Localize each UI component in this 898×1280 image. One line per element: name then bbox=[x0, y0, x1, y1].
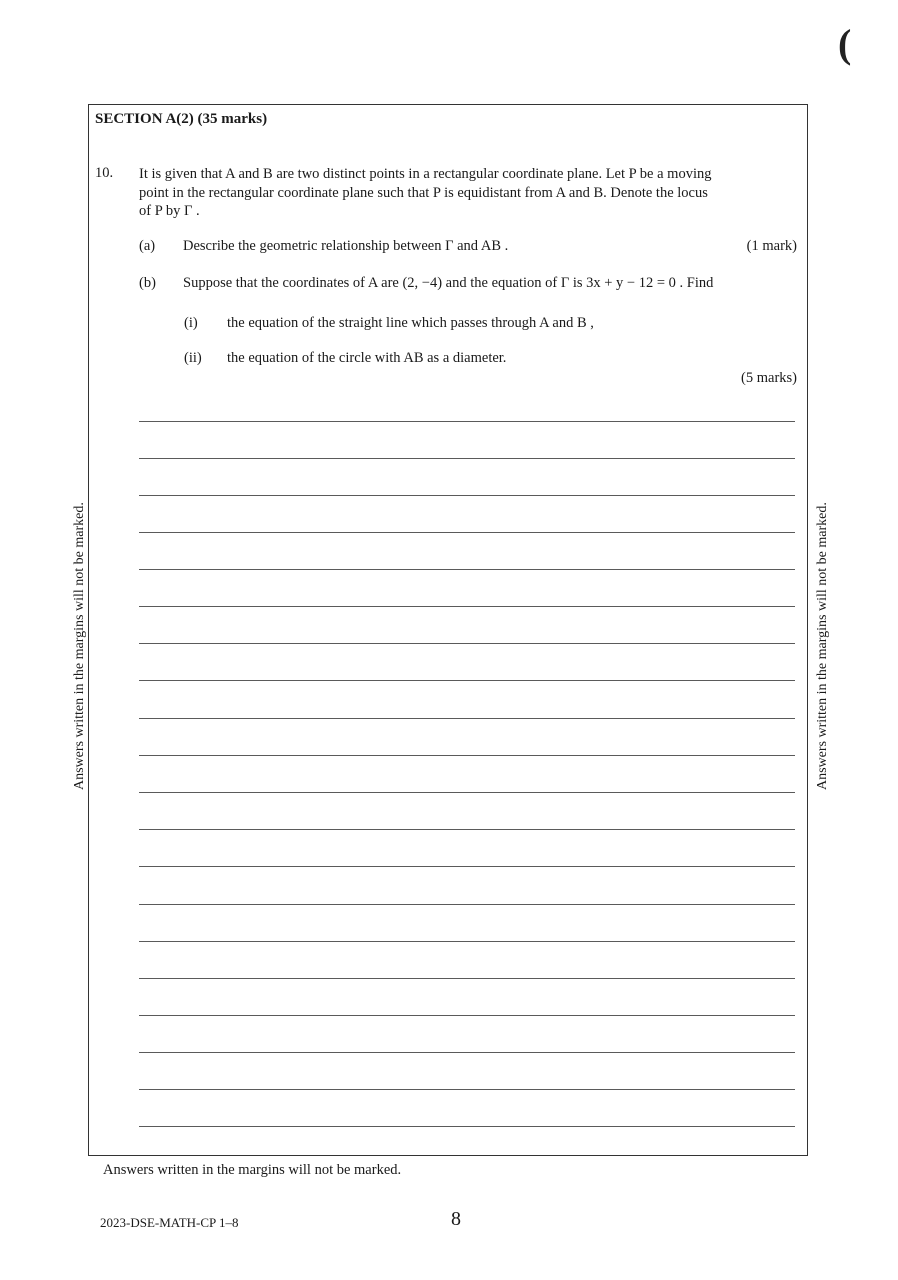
stem-line: of P by Γ . bbox=[139, 203, 200, 219]
page-number: 8 bbox=[451, 1208, 461, 1230]
answer-line bbox=[139, 755, 795, 756]
stem-line: It is given that A and B are two distinct points in a rectangular coordinate plane. Let P be a moving bbox=[139, 166, 712, 182]
answer-line bbox=[139, 829, 795, 830]
answer-line bbox=[139, 421, 795, 422]
left-margin-note: Answers written in the margins will not be marked. bbox=[72, 502, 87, 790]
right-margin-note: Answers written in the margins will not be marked. bbox=[815, 502, 830, 790]
part-b-marks: (5 marks) bbox=[741, 370, 797, 386]
bottom-margin-note: Answers written in the margins will not be marked. bbox=[103, 1162, 402, 1178]
answer-line bbox=[139, 1052, 795, 1053]
answer-line bbox=[139, 606, 795, 607]
part-a-label: (a) bbox=[139, 238, 156, 254]
answer-line bbox=[139, 904, 795, 905]
subpart-i-label: (i) bbox=[184, 315, 198, 331]
answer-line bbox=[139, 680, 795, 681]
part-a-text: Describe the geometric relationship between Γ and AB . bbox=[183, 238, 509, 254]
question-number: 10. bbox=[95, 165, 114, 181]
subpart-ii-text: the equation of the circle with AB as a diameter. bbox=[227, 350, 507, 366]
corner-mark: ( bbox=[838, 21, 852, 66]
subpart-i-text: the equation of the straight line which passes through A and B , bbox=[227, 315, 594, 331]
answer-line bbox=[139, 569, 795, 570]
answer-line bbox=[139, 643, 795, 644]
answer-line bbox=[139, 1089, 795, 1090]
answer-line bbox=[139, 1015, 795, 1016]
answer-line bbox=[139, 532, 795, 533]
answer-line bbox=[139, 495, 795, 496]
question-stem bbox=[139, 165, 799, 221]
part-b-label: (b) bbox=[139, 275, 156, 291]
paper-code: 2023-DSE-MATH-CP 1–8 bbox=[100, 1215, 239, 1230]
stem-line: point in the rectangular coordinate plane such that P is equidistant from A and B. Denote the locus bbox=[139, 184, 708, 201]
answer-line bbox=[139, 1126, 795, 1127]
answer-section-box bbox=[88, 104, 808, 1156]
section-title: SECTION A(2) (35 marks) bbox=[95, 111, 268, 127]
answer-line bbox=[139, 718, 795, 719]
answer-line bbox=[139, 866, 795, 867]
answer-line bbox=[139, 792, 795, 793]
part-a-marks: (1 mark) bbox=[746, 238, 797, 254]
part-b-text: Suppose that the coordinates of A are (2, −4) and the equation of Γ is 3x + y − 12 = 0 . Find bbox=[183, 275, 714, 291]
subpart-ii-label: (ii) bbox=[184, 350, 202, 366]
answer-line bbox=[139, 978, 795, 979]
answer-line bbox=[139, 458, 795, 459]
answer-line bbox=[139, 941, 795, 942]
